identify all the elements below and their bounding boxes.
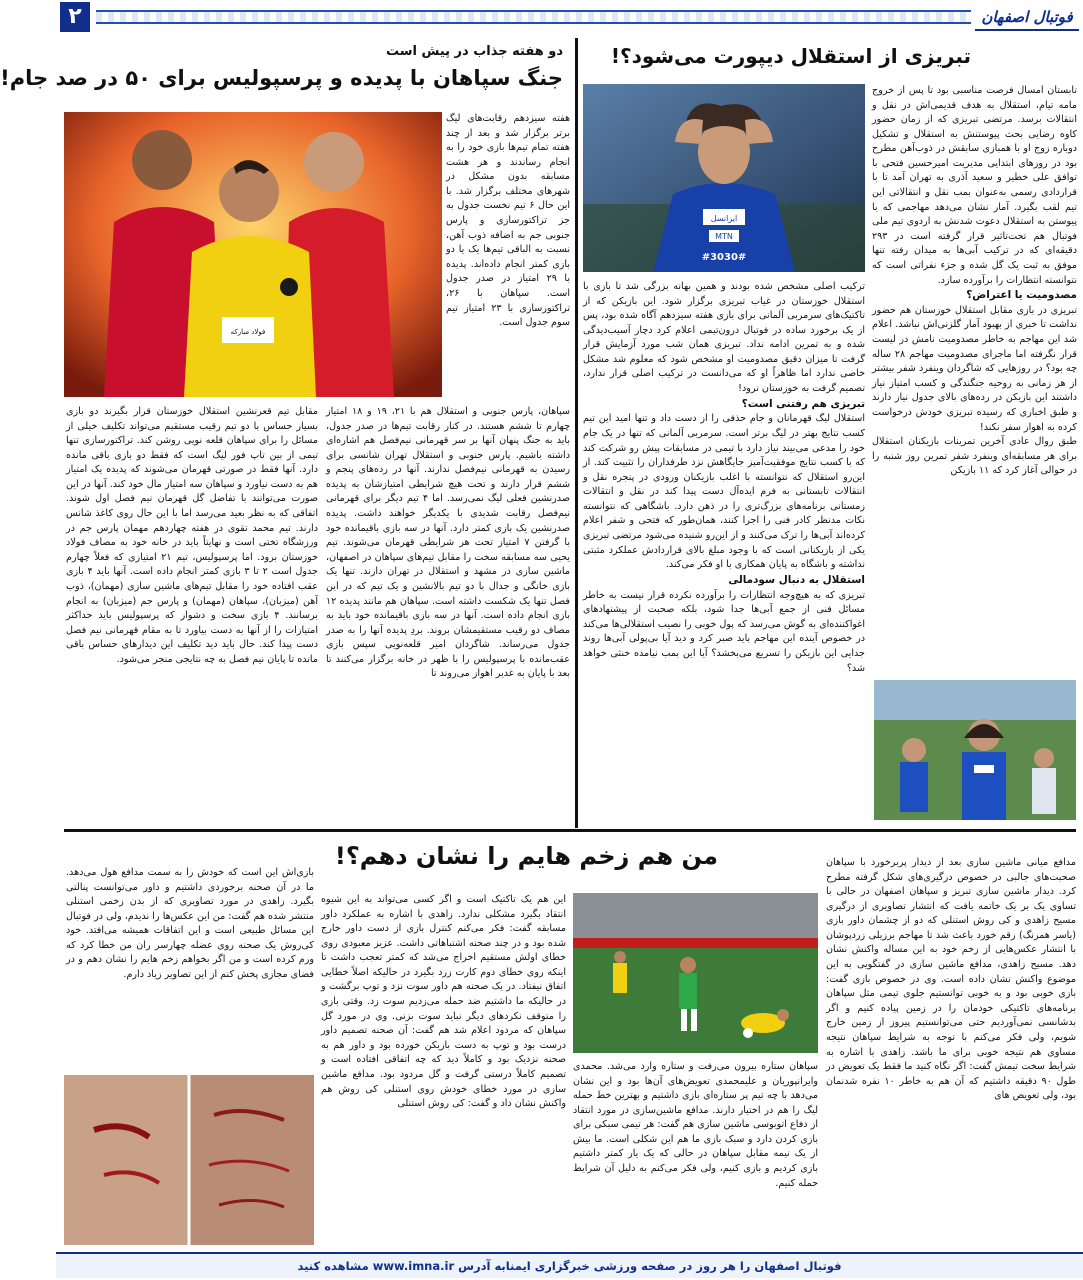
article1-paragraph: استقلال لیگ قهرمانان و جام حذفی را از دست داد و تنها امید این تیم کسب نتایج بهتر در لیگ برتر است. سرمربی آلمانی که تنها در یک جام خود را مدعی می‌بیند نیاز دارد با تیمی در مسابقات پیش رو شرکت کند که با کسب نتایج موفقیت‌آمیز جایگاهش نزد طرفداران را تثبیت کند. از این‌رو استقلال که نتوانسته با اغلب بازیکنان ورودی در پنجره نقل و انتقالات تابستانی به فرم ایده‌آل دست پیدا کند در نقل و انتقالات زمستانی برنامه‌های بزرگ‌تری را در ذهن دارد. باشگاهی که نتوانسته نکات مدنظر کادر فنی را اجرا کنند، همان‌طور که فتحی و شفر اعلام کرده‌اند آبی‌ها را ترک می‌کنند و از این‌رو شنیده می‌شود مرتضی تبریزی یکی از بازیکنانی است که با وجود مبلغ بالای قراردادش عملکرد مثبتی نداشته و باشگاه به پایان همکاری با او فکر می‌کند. (583, 413, 865, 571)
article1-column-left (583, 280, 865, 825)
section-logo: فوتبال اصفهان (975, 3, 1079, 31)
article2-intro: هفته سیزدهم رقابت‌های لیگ برتر برگزار شد و بعد از چند هفته تمام تیم‌ها بازی خود را به انجام رساندند و هر هشت مسابقه بدون مشکل در شهرهای مختلف برگزار شد. با این حال ۶ تیم نخست جدول به جز تراکتورسازی و پارس جنوبی جم به اضافه ذوب آهن، نسبت به الباقی تیم‌ها یک یا دو بازی کمتر انجام داده‌اند. پدیده با ۲۹ امتیاز در صدر جدول است. سپاهان با ۲۶، تراکتورسازی با ۲۳ امتیاز تیم سوم جدول است. (446, 113, 570, 329)
footer-banner: فوتبال اصفهان را هر روز در صفحه ورزشی خبرگزاری ایمنابه آدرس www.imna.ir مشاهده کنید (56, 1252, 1083, 1278)
article2-kicker: دو هفته جذاب در پیش است (385, 44, 563, 59)
article2-title: جنگ سپاهان با پدیده و پرسپولیس برای ۵۰ در صد جام! (0, 66, 563, 90)
article1-paragraph: تابستان امسال فرصت مناسبی بود تا پس از خروج مامه تیام، استقلال به هدف قدیمی‌اش در نقل و انتقالات برسد. مرتضی تبریزی که از زمان حضور کاوه رضایی بحث پیوستنش به استقلال و تشکیل دوباره زوج او با همبازی سابقش در ذوب‌آهن مطرح بود در روزهای ابتدایی مدیریت امیرحسین فتحی با توافق علی خطیر و سعید آذری به تهران آمد تا با قراردادی رسمی به‌عنوان بمب نقل و انتقالاتی این تیم لقب بگیرد. آمار نشان می‌دهد مهاجمی که با پیوستن به استقلال دعوت شدنش به اردوی تیم ملی فوتبال هم تحت‌تاثیر قرار گرفته است در ۲۹۳ دقیقه‌ای که در ترکیب آبی‌ها به میدان رفته تنها موفق به ثبت یک گل شده و جزء نفراتی است که نتوانسته انتظارات را برآورده سازد. (872, 85, 1077, 286)
jersey-code-text: #3030# (701, 252, 747, 263)
article2-column-middle: سپاهان، پارس جنوبی و استقلال هم با ۲۱، ۱۹ و ۱۸ امتیاز چهارم تا ششم هستند. در کنار رقابت تیم‌ها در صدر جدول، باید به جنگ پنهان آنها بر سر قهرمانی نیم‌فصل هم اشاره‌ای داشته باشیم. پارس جنوبی و استقلال تهران شانسی برای رسیدن به قهرمانی نیم‌فصل ندارند. آنها در رده‌های پنجم و ششم قرار دارند و تحت هیچ شرایطی امتیازشان به پدیده صدرنشین فعلی لیگ نمی‌رسد. اما ۴ تیم دیگر برای قهرمانی نیم‌فصل رقابت شدیدی با یکدیگر خواهند داشت. پدیده صدرنشین یک بازی کمتر دارد. آنها در سه بازی باقیمانده خود با گرفتن ۷ امتیاز تحت هر شرایطی قهرمان می‌شوند. تیم یحیی سه مسابقه سخت را مقابل تیم‌های سپاهان در اصفهان، ماشین سازی در مشهد و استقلال در تهران دارند. تنها یک بازی خانگی و جدال با دو تیم بالانشین و یک تیم که در این فصل تنها یک شکست داشته است. سپاهان هم مانند پدیده ۱۲ بازی انجام داده است. آنها در سه بازی باقیمانده خود باید به مصاف دو رقیب مستقیمشان بروند. بردِ پدیده آنها را به صدر جدول می‌رساند. شاگردان امیر قلعه‌نویی سپس بازی عقب‌مانده با پرسپولیس را با ظهر در خانه برگزار می‌کنند تا بعد با پایان به غدیر اهواز می‌روند تا (326, 406, 571, 680)
sepahan-shirt-text: فولاد مبارکه (230, 328, 266, 336)
article1-paragraph: ترکیب اصلی مشخص شده بودند و همین بهانه بزرگی شد تا بازی با استقلال خوزستان در غیاب تبریزی برگزار شود. این بازیکن که از تاکتیک‌های سرمربی آلمانی برای بازی هفته سیزدهم آگاه شده بود، پس از یک برخورد ساده در فوتبال درون‌تیمی اعلام کرد دچار آسیب‌دیدگی شده و به تمرین ادامه نداد. تبریزی همان شب مورد آزمایش قرار گرفت تا میزان دقیق مصدومیت او مشخص شود که معلوم شد مشکل خاصی ندارد اما ظاهراً او که می‌دانست در ترکیب اصلی قرار ندارد، تصمیم گرفت به خوزستان نرود! (583, 281, 865, 395)
article2-column-left: مقابل تیم قعرنشین استقلال خوزستان قرار بگیرند دو بازی بسیار حساس با دو تیم رقیب مستقیم می‌تواند تکلیف خیلی از مسائل را برای سپاهان قلعه نویی روشن کند. تراکتورسازی تنها تیمی از بین تاپ فور لیگ است که فقط دو بازی باقی مانده دارد. آنها فقط در صورتی قهرمان می‌شوند که پدیده یک امتیاز هم به دست نیاورد و سپاهان سه امتیاز مال خود کند. آنها در این صورت می‌توانند با تفاضل گل قهرمان نیم فصل اول شوند. اتفاقی که به نظر بعید می‌رسد اما با این حال روی کاغذ شانس دارند. تیم محمد تقوی در هفته چهاردهم مهمان پارس جم در ورزشگاه تختی است و نهایتاً باید در خانه خود به مصاف فولاد خوزستان برود. اما پرسپولیس، تیم ۲۱ امتیازی که فعلاً چهارم جدول است ۲ تا ۳ بازی کمتر انجام داده است. آنها باید ۴ بازی عقب افتاده خود را مقابل تیم‌های ماشین سازی (مهمان)، ذوب آهن (میزبان)، سپاهان (مهمان) و پارس جم (میزبان) به انجام برسانند. ۴ بازی سخت و دشوار که پرسپولیس باید حداکثر امتیازات را از آنها به دست بیاورد تا به مقام قهرمانی نیم فصل دست پیدا کند. حال باید دید تکلیف این دیدارهای حساس باقی مانده تا پایان نیم فصل به چه نتایجی منجر می‌شود. (66, 406, 319, 665)
page-header (56, 0, 1083, 36)
article3-title: من هم زخم هایم را نشان دهم؟! (334, 842, 718, 870)
page-number: ۲ (60, 2, 90, 32)
article1-player-photo (583, 84, 865, 272)
column-divider (575, 38, 578, 828)
article1-subheading: مصدومیت یا اعتراض؟ (966, 289, 1077, 302)
article3-column-middle: سپاهان ستاره بیرون می‌رفت و ستاره وارد می‌شد. محمدی وایرانپوریان و علیمحمدی تعویض‌های آن‌ها بود و این نشان می‌دهد با چه تیم پر ستاره‌ای بازی داشتیم و بهترین خط حمله لیگ را هم در اختیار دارند. مدافع ماشین‌سازی در مورد انتقاد از دفاع اتوبوسی ماشین سازی هم گفت: هر تیمی سبکی برای بازی کردن دارد و سبک بازی ما هم این شکلی است. ما بیش از یک نیمه مقابل سپاهان در حالی که یک یار کمتر داشتیم بازی کردیم و بازی کنیم، ولی فکر می‌کنم به دلیل آن شرایط حمله کنیم. (573, 1061, 818, 1189)
article3-column-left: بازی‌اش این است که خودش را به سمت مدافع هول می‌دهد. ما در آن صحنه برخوردی داشتیم و داور می‌توانست پنالتی بگیرد. زاهدی در مورد تصاویری که از بدن زخمی استنلی منتشر شده هم گفت: من این عکس‌ها را ندیدم، ولی در فوتبال این مسائل طبیعی است و این اتفاقات همیشه می‌افتد. خود کی‌روش یک صحنه روی عضله چهارسر ران من خطا کرد که ورم کرده است و من اگر بخواهم زخم هایم را نشان دهم و در فضای مجازی پخش کنم از این تصاویر زیاد دارم. (66, 867, 314, 981)
header-decorative-strip (96, 10, 971, 24)
jersey-sponsor-text: ایرانسل (710, 214, 738, 223)
article1-title: تبریزی از استقلال دیپورت می‌شود؟! (610, 44, 971, 68)
article3-match-photo (573, 893, 818, 1053)
article3-wound-photo (64, 1075, 314, 1245)
article1-paragraph: تبریزی که به هیچ‌وجه انتظارات را برآورده نکرده قرار نیست به خاطر مسائل فنی از جمع آبی‌ها جدا شود، بلکه صحبت از پیشنهادهای اغواکننده‌ای به گوش می‌رسد که پول خوبی را نصیب استقلالی‌ها می‌کند در خصوص آینده این مهاجم باید صبر کرد و دید آیا بی‌پولی آبی‌ها روند جدایی این بازیکن را تسریع می‌بخشد؟ آیا این بمب نیامده خنثی خواهد شد؟ (583, 589, 865, 674)
article1-paragraph: طبق روال عادی آخرین تمرینات بازیکنان استقلال برای هر مسابقه‌ای وینفرد شفر تمرین روز شنبه را در حوالی آغاز کرد که ۱۱ بازیکن (872, 436, 1077, 477)
section-divider (64, 829, 1076, 832)
article1-column-right (872, 84, 1077, 654)
article3-column-inner: این هم یک تاکتیک است و اگر کسی می‌تواند به این شیوه انتقاد بگیرد مشکلی ندارد. زاهدی با اشاره به عملکرد داور مسابقه گفت: فکر می‌کنم کنترل بازی از دست داور خارج شده بود و در چند صحنه اشتباهاتی داشت. عزیز معبودی روی خطای اولش مستقیم اخراج می‌شد که کمتر تعجب داشت تا اینکه روی خطای دوم کارت زرد بگیرد در حالیکه اصلاً خطایی اتفاق نیفتاد. در یک صحنه هم داور سوت نزد و توپ برگشت و در حالیکه ما داشتیم ضد حمله می‌زدیم سوت زد. وقتی بازی را متوقف نکردهای دیگر نباید سوت بزنی. وی در مورد گل سپاهان که مردود اعلام شد هم گفت: آن صحنه تصمیم داور درست بود و توپ به دست بازیکن خورده بود و داور هم به صحنه نزدیک بود و کاملاً دید که چه اتفاقی افتاده است و تصمیم کاملاً درستی گرفت و گل مردود بود. مدافع ماشین سازی در مورد خطای خودش روی استنلی کی روش هم واکنش نشان داد و گفت: کی روش استنلی (321, 894, 566, 1110)
article1-subheading: استقلال به دنبال سودمالی (728, 573, 865, 586)
article1-training-photo (874, 680, 1076, 820)
article3-column-right: مدافع میانی ماشین سازی بعد از دیدار پربرخورد با سپاهان صحبت‌های جالبی در خصوص درگیری‌های شکل گرفته مطرح کرد. دیدار ماشین سازی تبریز و سپاهان اصفهان در حالی با تساوی یک بر یک خاتمه یافت که انتشار تصاویری از درگیری مسیح زاهدی و کی روش استنلی که دو از چشمان داور بازی (یاسر همرنگ) رقم خورد باعث شد تا مهاجم برزیلی زردپوشان با انتشار عکس‌هایی از زخم خود به این مساله واکنش نشان دهد. مسیح زاهدی، مدافع ماشین سازی در گفتگویی به این موضوع واکنش نشان داده است. وی در خصوص بازی گفت: بازی خوبی بود و به خوبی توانستیم جلوی تیمی مثل سپاهان برنامه‌های تاکتیکی خودمان را در زمین پیاده کنیم و اگر بدشانسی نمی‌آوردیم حتی می‌توانستیم پیروز از زمین خارج شویم، ولی فکر می‌کنم با توجه به شرایط سپاهان نتیجه مساوی هم نتیجه خوبی برای ما باشد. زاهدی با اشاره به شرایط سخت تیمش گفت: اگر نگاه کنید ما فقط یک تعویض در طول ۹۰ دقیقه داشتیم که آن هم به خاطر ۱۰ نفره شدنمان بود، ولی تعویض های (826, 857, 1076, 1102)
article1-subheading: تبریزی هم رفتنی است؟ (741, 397, 865, 410)
article1-paragraph: تبریزی در بازی مقابل استقلال خوزستان هم حضور نداشت تا خبری از بهبود آمار گلزنی‌اش نباشد. اعلام شد این مهاجم به خاطر مصدومیت نامش در لیست قرار نگرفته اما ماجرای مصدومیت مهاجم ۲۸ ساله چه بود؟ در روزهایی که شاگردان وینفرد شفر بیشتر از هر زمانی به روحیه جنگندگی و کسب امتیاز نیاز داشتند این بازیکن در رده‌های بالای جدول نیاز دارند و طبق اخباری که رسیده تبریزی خودش درخواست کرده به اهواز سفر نکند! (872, 304, 1077, 433)
article2-players-photo (64, 112, 442, 397)
jersey-mtn-text: MTN (715, 232, 733, 241)
